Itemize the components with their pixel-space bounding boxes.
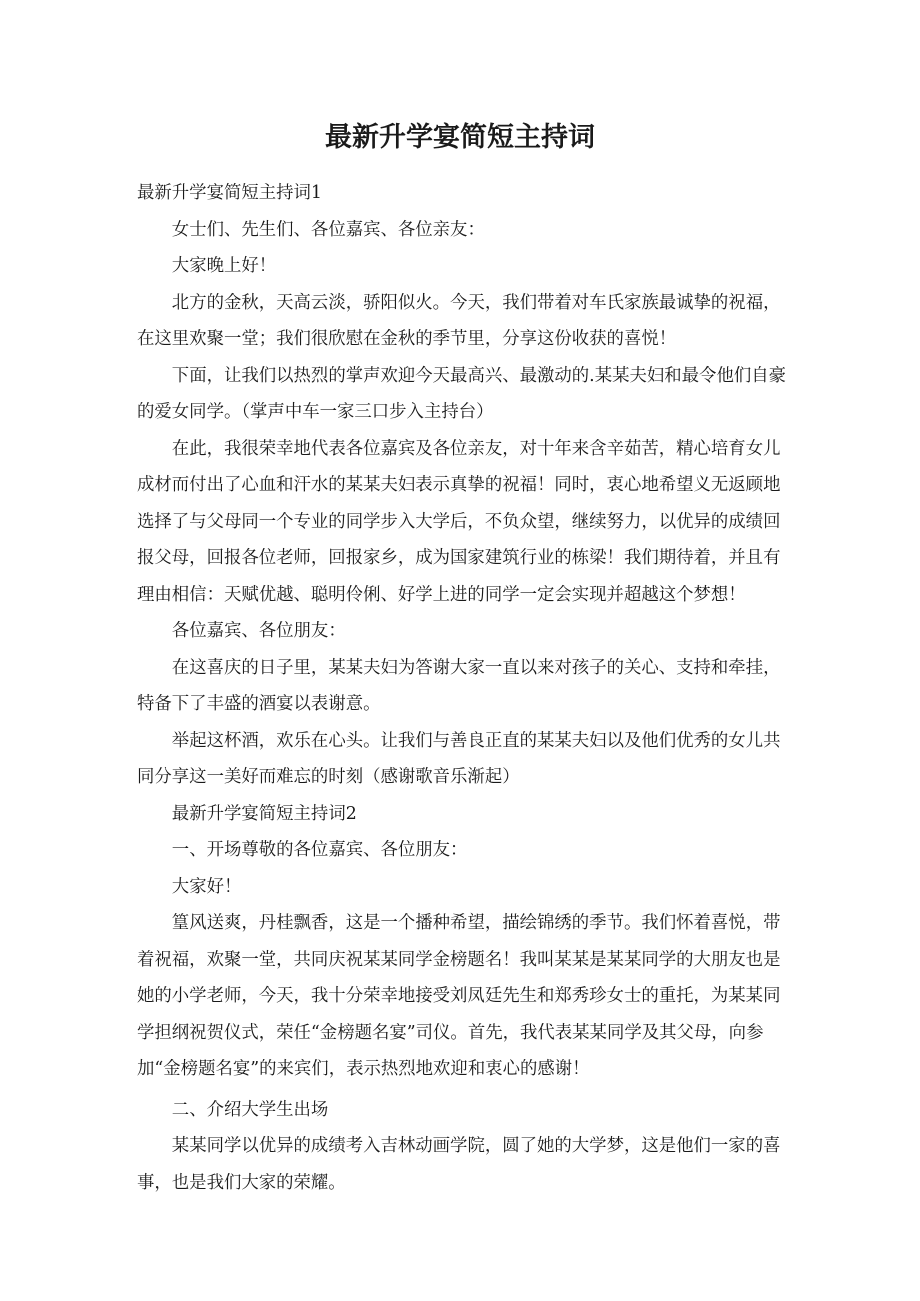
section-heading-2: 最新升学宴简短主持词2 (171, 803, 357, 824)
paragraph-banquet-thanks: 在这喜庆的日子里，某某夫妇为答谢大家一直以来对孩子的关心、支持和牵挂，特备下了丰盛的酒宴以表谢意。 (137, 657, 781, 714)
paragraph-hello: 大家好！ (171, 876, 242, 897)
document-title: 最新升学宴简短主持词 (325, 122, 595, 153)
paragraph-host-intro: 篁风送爽，丹桂飘香，这是一个播种希望，描绘锦绣的季节。我们怀着喜悦，带着祝福，欢聚一堂，共同庆祝某某同学金榜题名！我叫某某是某某同学的大朋友也是她的小学老师，今天，我十分荣幸地接受刘凤廷先生和郑秀珍女士的重托，为某某同学担纲祝贺仪式，荣任“金榜题名宴”司仪。首先，我代表某某同学及其父母，向参加“金榜题名宴”的来宾们，表示热烈地欢迎和衷心的感谢！ (137, 913, 781, 1079)
paragraph-toast: 举起这杯酒，欢乐在心头。让我们与善良正直的某某夫妇以及他们优秀的女儿共同分享这一美好而难忘的时刻（感谢歌音乐渐起） (137, 730, 781, 787)
paragraph-student-entrance-heading: 二、介绍大学生出场 (171, 1099, 329, 1120)
section-heading-1: 最新升学宴简短主持词1 (137, 183, 322, 203)
paragraph-greeting: 女士们、先生们、各位嘉宾、各位亲友： (171, 219, 485, 240)
paragraph-good-evening: 大家晚上好！ (171, 256, 277, 276)
paragraph-opening: 一、开场尊敬的各位嘉宾、各位朋友： (171, 840, 468, 860)
paragraph-student-admission: 某某同学以优异的成绩考入吉林动画学院，圆了她的大学梦，这是他们一家的喜事，也是我们大家的荣耀。 (137, 1136, 781, 1193)
paragraph-autumn: 北方的金秋，天高云淡，骄阳似火。今天，我们带着对车氏家族最诚挚的祝福，在这里欢聚一堂；我们很欣慰在金秋的季节里，分享这份收获的喜悦！ (137, 292, 781, 349)
document-body (137, 175, 797, 1201)
paragraph-blessing: 在此，我很荣幸地代表各位嘉宾及各位亲友，对十年来含辛茹苦，精心培育女儿成材而付出了心血和汗水的某某夫妇表示真挚的祝福！同时，衷心地希望义无返顾地选择了与父母同一个专业的同学步入大学后，不负众望，继续努力，以优异的成绩回报父母，回报各位老师，回报家乡，成为国家建筑行业的栋梁！我们期待着，并且有理由相信：天赋优越、聪明伶俐、好学上进的同学一定会实现并超越这个梦想！ (137, 438, 781, 605)
paragraph-guests-friends: 各位嘉宾、各位朋友： (171, 621, 346, 641)
paragraph-welcome-couple: 下面，让我们以热烈的掌声欢迎今天最高兴、最激动的.某某夫妇和最令他们自豪的爱女同学。（掌声中车一家三口步入主持台） (137, 365, 787, 422)
